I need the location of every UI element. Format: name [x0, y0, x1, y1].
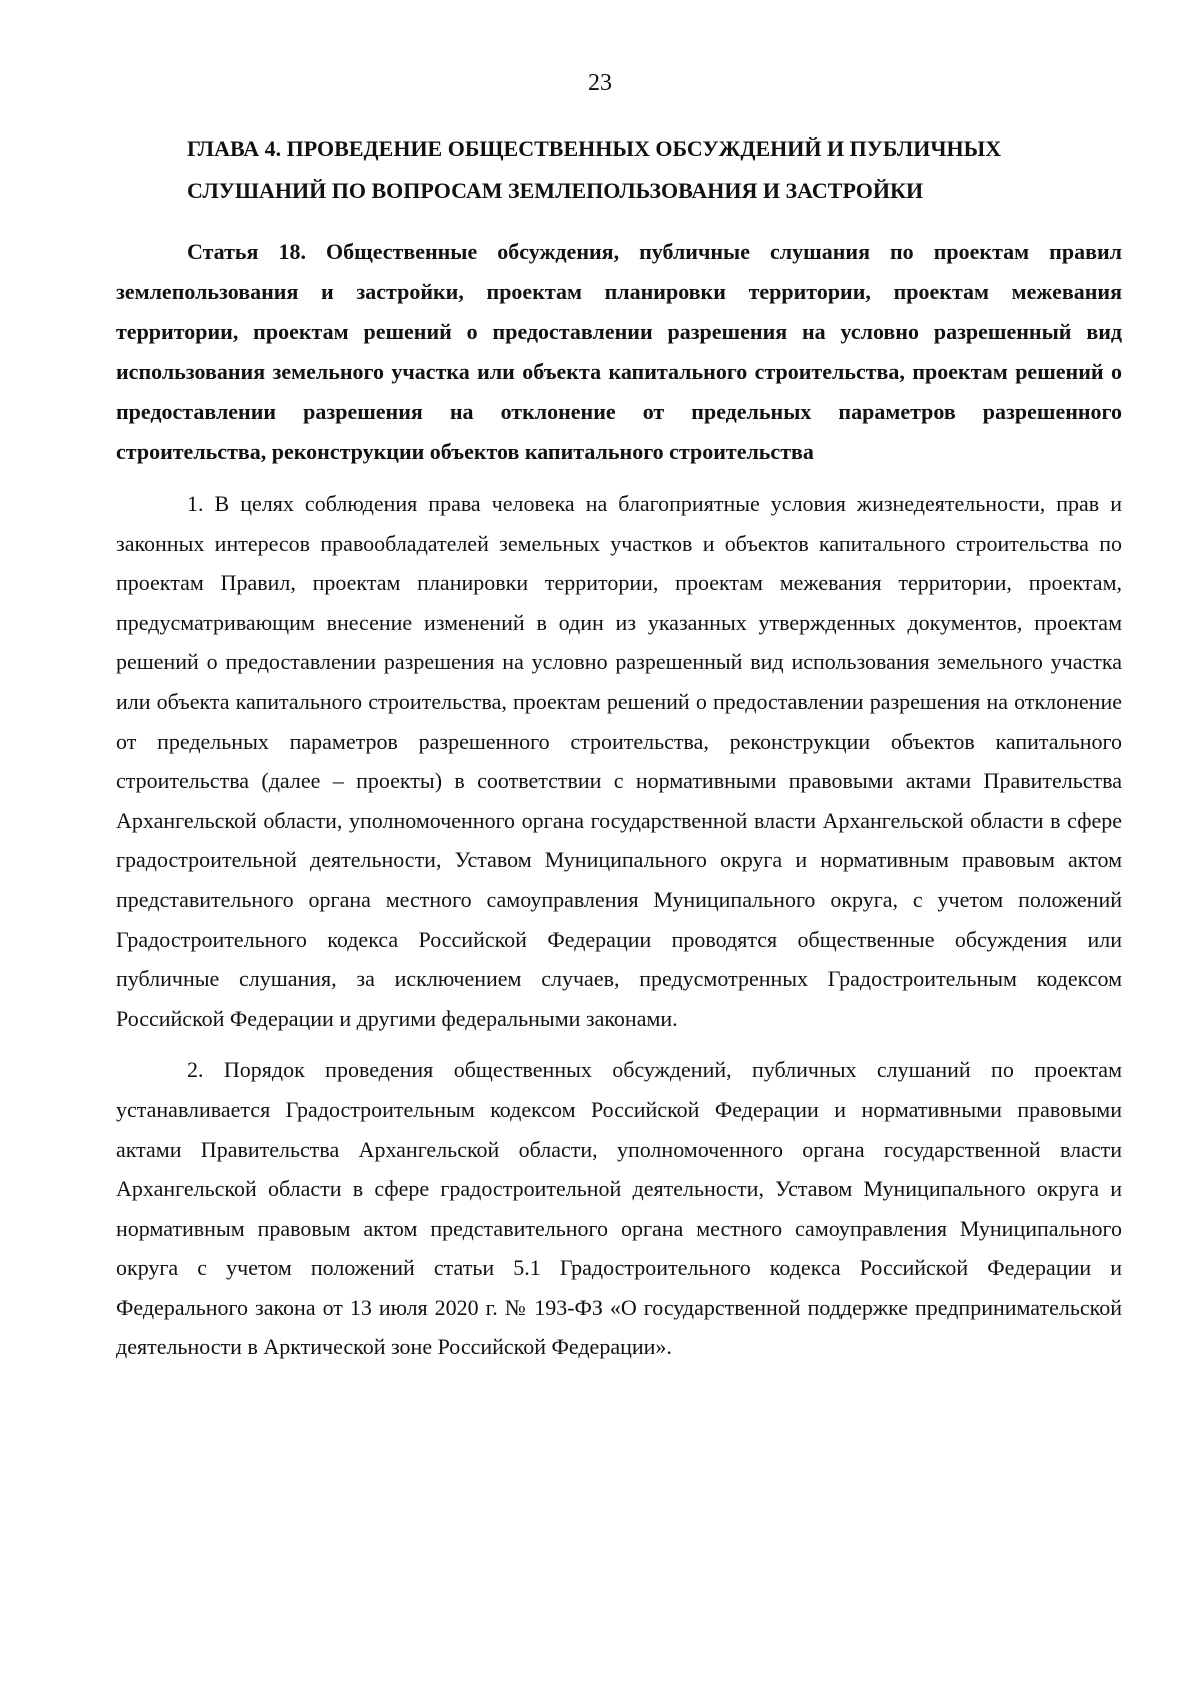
article-title: Статья 18. Общественные обсуждения, публичные слушания по проектам правил землепользования и застройки, проектам планировки территории, проектам межевания территории, проектам решений о предоставлении разрешения на условно разрешенный вид использования земельного участка или объекта капитального строительства, проектам решений о предоставлении разрешения на отклонение от предельных параметров разрешенного строительства, реконструкции объектов капитального строительства [116, 239, 1122, 464]
chapter-title-line-2: СЛУШАНИЙ ПО ВОПРОСАМ ЗЕМЛЕПОЛЬЗОВАНИЯ И ЗАСТРОЙКИ [187, 178, 924, 203]
paragraph-1: 1. В целях соблюдения права человека на благоприятные условия жизнедеятельности, прав и законных интересов правообладателей земельных участков и объектов капитального строительства по проектам Правил, проектам планировки территории, проектам межевания территории, проектам, предусматривающим внесение изменений в один из указанных утвержденных документов, проектам решений о предоставлении разрешения на условно разрешенный вид использования земельного участка или объекта капитального строительства, проектам решений о предоставлении разрешения на отклонение от предельных параметров разрешенного строительства, реконструкции объектов капитального строительства (далее – проекты) в соответствии с нормативными правовыми актами Правительства Архангельской области, уполномоченного органа государственной власти Архангельской области в сфере градостроительной деятельности, Уставом Муниципального округа и нормативным правовым актом представительного органа местного самоуправления Муниципального округа, с учетом положений Градостроительного кодекса Российской Федерации проводятся общественные обсуждения или публичные слушания, за исключением случаев, предусмотренных Градостроительным кодексом Российской Федерации и другими федеральными законами. [116, 491, 1122, 1031]
paragraph-2: 2. Порядок проведения общественных обсуждений, публичных слушаний по проектам устанавливается Градостроительным кодексом Российской Федерации и нормативными правовыми актами Правительства Архангельской области, уполномоченного органа государственной власти Архангельской области в сфере градостроительной деятельности, Уставом Муниципального округа и нормативным правовым актом представительного органа местного самоуправления Муниципального округа с учетом положений статьи 5.1 Градостроительного кодекса Российской Федерации и Федерального закона от 13 июля 2020 г. № 193-ФЗ «О государственной поддержке предпринимательской деятельности в Арктической зоне Российской Федерации». [116, 1057, 1122, 1360]
page-content [116, 128, 1122, 1367]
chapter-title [116, 128, 1122, 212]
page-number: 23 [588, 70, 612, 96]
chapter-title-line-1: ГЛАВА 4. ПРОВЕДЕНИЕ ОБЩЕСТВЕННЫХ ОБСУЖДЕНИЙ И ПУБЛИЧНЫХ [187, 136, 1002, 161]
